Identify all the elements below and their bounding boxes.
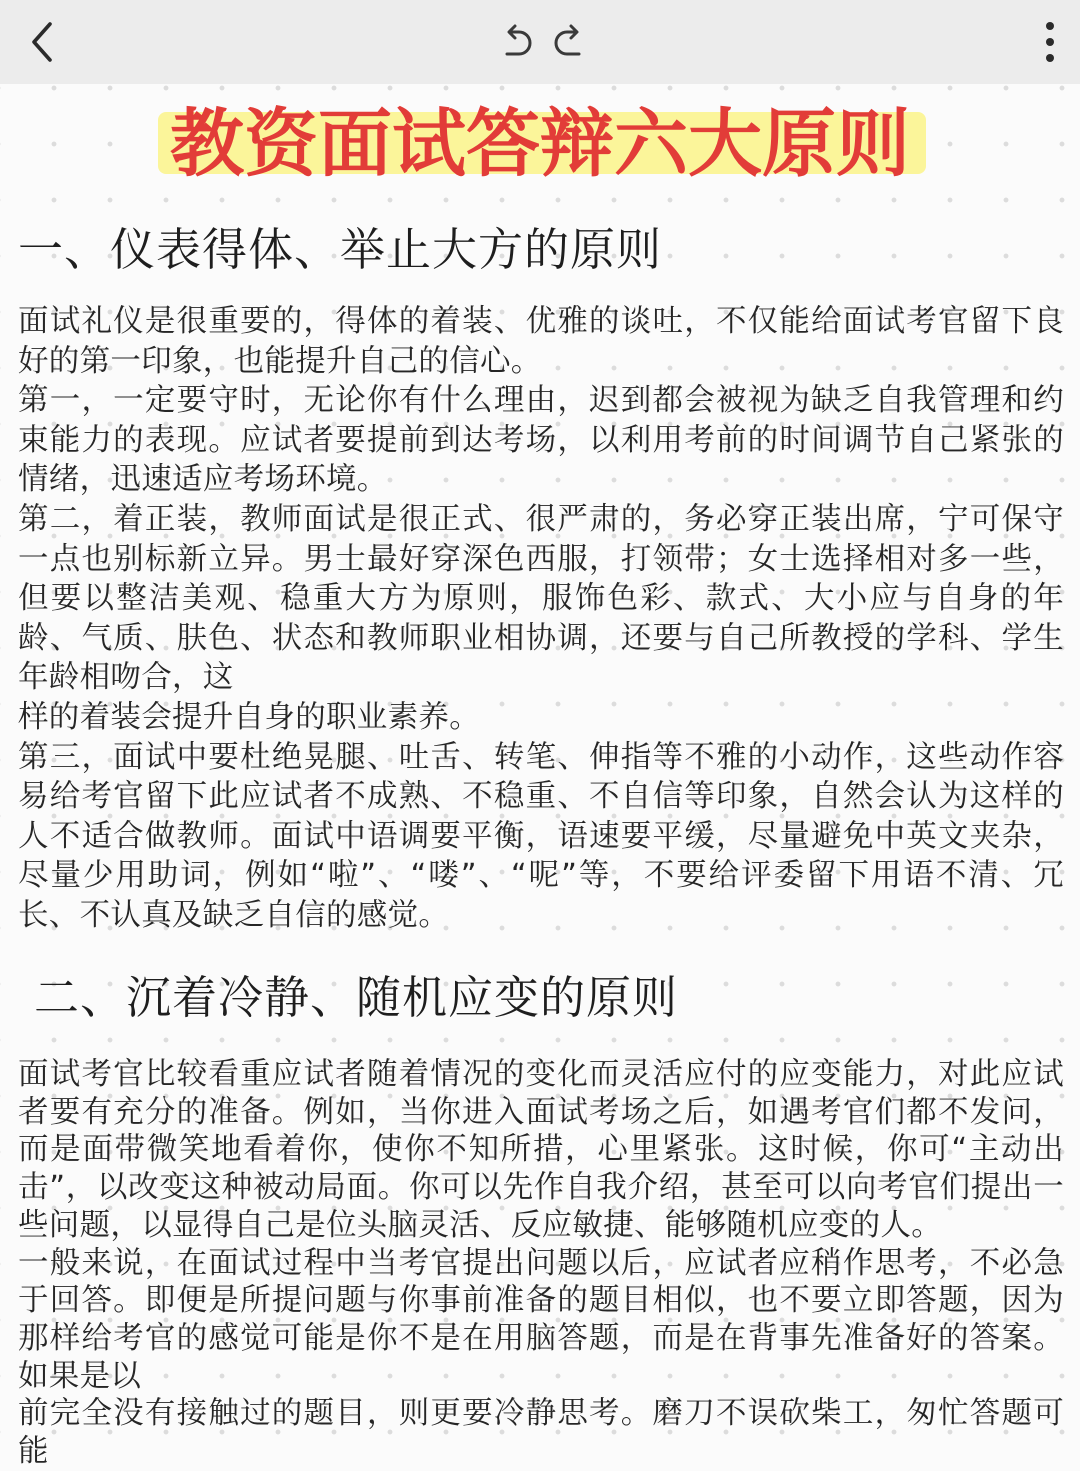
paragraph: 面试礼仪是很重要的，得体的着装、优雅的谈吐，不仅能给面试考官留下良好的第一印象，也能提升自己的信心。 xyxy=(18,304,1064,379)
section-body-2 xyxy=(18,1056,1064,1471)
redo-icon xyxy=(553,23,587,61)
section-body-1 xyxy=(18,302,1064,936)
redo-button[interactable] xyxy=(544,0,596,84)
more-vertical-icon xyxy=(1044,20,1056,64)
back-button[interactable] xyxy=(14,0,70,84)
page-title: 教资面试答辩六大原则 xyxy=(170,101,910,187)
paragraph: 第三，面试中要杜绝晃腿、吐舌、转笔、伸指等不雅的小动作，这些动作容易给考官留下此应试者不成熟、不稳重、不自信等印象，自然会认为这样的人不适合做教师。面试中语调要平衡，语速要平缓，尽量避免中英文夹杂，尽量少用助词，例如“啦”、“喽”、“呢”等，不要给评委留下用语不清、冗长、不认真及缺乏自信的感觉。 xyxy=(18,739,1064,933)
top-toolbar xyxy=(0,0,1080,84)
paragraph: 一般来说，在面试过程中当考官提出问题以后，应试者应稍作思考，不必急于回答。即便是所提问题与你事前准备的题目相似，也不要立即答题，因为那样给考官的感觉可能是你不是在用脑答题，而是在背事先准备好的答案。如果是以 xyxy=(18,1245,1064,1394)
paragraph: 第一，一定要守时，无论你有什么理由，迟到都会被视为缺乏自我管理和约束能力的表现。应试者要提前到达考场，以利用考前的时间调节自己紧张的情绪，迅速适应考场环境。 xyxy=(18,383,1064,498)
paragraph: 前完全没有接触过的题目，则更要冷静思考。磨刀不误砍柴工，匆忙答题可能 xyxy=(18,1396,1064,1470)
title-area xyxy=(0,96,1080,192)
undo-button[interactable] xyxy=(490,0,542,84)
paragraph: 样的着装会提升自身的职业素养。 xyxy=(18,699,480,735)
section-heading-1: 一、仪表得体、举止大方的原则 xyxy=(18,223,663,276)
chevron-left-icon xyxy=(28,20,56,64)
section-heading-2: 二、沉着冷静、随机应变的原则 xyxy=(34,971,679,1024)
more-options-button[interactable] xyxy=(1022,0,1078,84)
paragraph: 第二，着正装，教师面试是很正式、很严肃的，务必穿正装出席，宁可保守一点也别标新立异。男士最好穿深色西服，打领带；女士选择相对多一些，但要以整洁美观、稳重大方为原则，服饰色彩、款式、大小应与自身的年龄、气质、肤色、状态和教师职业相协调，还要与自己所教授的学科、学生年龄相吻合，这 xyxy=(18,501,1064,696)
undo-icon xyxy=(499,23,533,61)
paragraph: 面试考官比较看重应试者随着情况的变化而灵活应付的应变能力，对此应试者要有充分的准备。例如，当你进入面试考场之后，如遇考官们都不发问，而是面带微笑地看着你，使你不知所措，心里紧张。这时候，你可“主动出击”，以改变这种被动局面。你可以先作自我介绍，甚至可以向考官们提出一些问题，以显得自己是位头脑灵活、反应敏捷、能够随机应变的人。 xyxy=(18,1057,1064,1243)
